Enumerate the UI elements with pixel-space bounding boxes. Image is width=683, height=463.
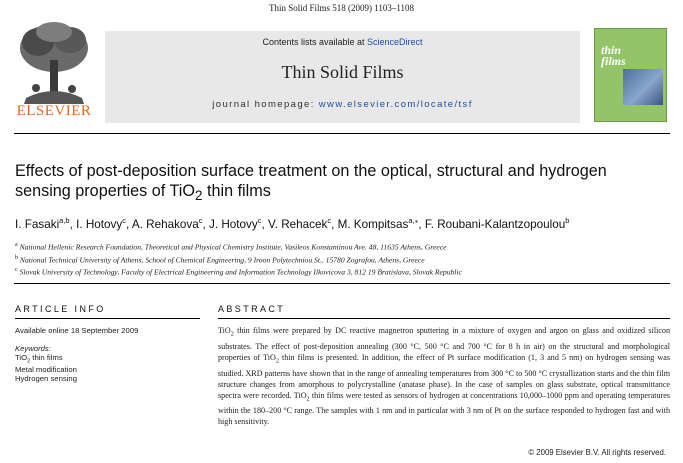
keyword-text: thin films (30, 353, 63, 362)
journal-cover-image (594, 28, 667, 122)
abstract-segment: thin films is presented. In addition, the effect of Pt surface modification (1, 3 and 5 nm) on hydrogen sensing was studied. XRD patterns have shown that in the range of annealing temperatures from 300 °C to 500 °C crystallization starts and the thin film structure changes from amorphous to polycrystalline (anatase phase). In the case of samples on glass substrate, optical transmittance spectra were recorded. TiO (218, 352, 670, 400)
author-affiliation-mark: a,b (59, 216, 70, 225)
keyword-item (15, 374, 200, 383)
journal-homepage-link[interactable]: www.elsevier.com/locate/tsf (318, 99, 473, 110)
author-affiliation-mark: c (327, 216, 332, 225)
author-affiliation-mark: c (257, 216, 262, 225)
author-name[interactable]: I. Fasaki (15, 217, 60, 231)
affiliation-line (15, 253, 680, 266)
copyright-notice: © 2009 Elsevier B.V. All rights reserved. (528, 448, 666, 457)
cover-title: thin films (601, 43, 626, 68)
journal-name: Thin Solid Films (281, 62, 404, 82)
contents-line: Contents lists available at ScienceDirect (262, 37, 423, 47)
keyword-text: Metal modification (15, 364, 77, 374)
abstract-segment: thin films were tested as sensors of hydrogen at concentrations 10,000–1000 ppm and operating temperatures within the 180–200 °C range. The samples with 1 nm and in particular with 3 nm of Pt on the surface responded to hydrogen fast and with high sensitivity. (218, 390, 670, 427)
abstract-segment: thin films were prepared by DC reactive magnetron sputtering in a mixture of oxygen and argon on glass and oxidized silicon substrates. The effect of post-deposition annealing (300 °C, 500 °C and 700 °C for 8 h in air) on the structural and morphological properties of TiO (218, 326, 670, 362)
author-affiliation-mark: a,⁎ (408, 216, 419, 225)
author-affiliation-mark: b (565, 216, 570, 225)
affiliation-line (15, 265, 680, 278)
cover-photo (623, 69, 663, 105)
author-affiliation-mark: c (122, 216, 126, 225)
article-title: Effects of post-deposition surface treatment on the optical, structural and hydrogen sensing properties of TiO$_2$ thin films (15, 162, 607, 204)
affiliation-list (15, 240, 680, 278)
article-info-heading: ARTICLE INFO (15, 304, 106, 314)
author-list (15, 216, 680, 231)
author-name[interactable]: F. Roubani-Kalantzopoulou (424, 217, 566, 231)
author-separator: , (125, 217, 132, 231)
elsevier-wordmark: ELSEVIER (16, 103, 92, 119)
abstract-heading: ABSTRACT (218, 304, 286, 314)
keyword-subscript: 2 (27, 358, 31, 365)
journal-citation: Thin Solid Films 518 (2009) 1103–1108 (268, 3, 415, 13)
abstract-segment: TiO (218, 326, 231, 335)
affiliation-text: National Hellenic Research Foundation, Theoretical and Physical Chemistry Institute, Vasileos Konstantinou Ave. 48, 11635 Athens, Greece (19, 242, 447, 252)
author-separator: , (418, 217, 425, 231)
article-info-rule (15, 318, 200, 319)
keywords-label: Keywords: (15, 344, 51, 353)
section-divider (14, 283, 670, 284)
abstract-subscript: 2 (275, 358, 279, 365)
keyword-item (15, 365, 200, 374)
affiliation-text: Slovak University of Technology, Faculty of Electrical Engineering and Information Technology Ilkovicova 3, 812 19 Bratislava, Slovak Republic (19, 267, 462, 277)
affiliation-line (15, 240, 680, 253)
author-name[interactable]: A. Rehakova (131, 217, 199, 231)
affiliation-mark: b (15, 254, 18, 261)
abstract-subscript: 2 (230, 331, 234, 338)
sciencedirect-link[interactable]: ScienceDirect (367, 37, 423, 47)
abstract-subscript: 2 (306, 396, 310, 403)
header-divider (14, 133, 670, 134)
keyword-list (15, 353, 200, 383)
abstract-text (218, 325, 670, 428)
article-info-panel (15, 326, 200, 383)
author-separator: , (69, 217, 77, 231)
journal-homepage: journal homepage: www.elsevier.com/locate/tsf (212, 99, 473, 110)
author-name[interactable]: I. Hotovy (76, 217, 123, 231)
available-online-date: Available online 18 September 2009 (15, 326, 139, 335)
author-separator: , (331, 217, 338, 231)
keyword-text: Hydrogen sensing (15, 373, 77, 383)
author-affiliation-mark: c (198, 216, 203, 225)
author-name[interactable]: M. Kompitsas (337, 217, 409, 231)
affiliation-text: National Technical University of Athens, School of Chemical Engineering, 9 Iroon Polytechniou St., 15780 Zografou, Athens, Greece (19, 255, 425, 265)
author-name[interactable]: V. Rehacek (267, 217, 328, 231)
affiliation-mark: c (15, 267, 18, 274)
keyword-item (15, 353, 200, 365)
author-separator: , (261, 217, 268, 231)
affiliation-mark: a (15, 242, 18, 248)
journal-banner (105, 31, 580, 123)
abstract-rule (218, 318, 670, 319)
keyword-text: TiO (15, 353, 28, 362)
author-name[interactable]: J. Hotovy (209, 217, 258, 231)
author-separator: , (202, 217, 210, 231)
